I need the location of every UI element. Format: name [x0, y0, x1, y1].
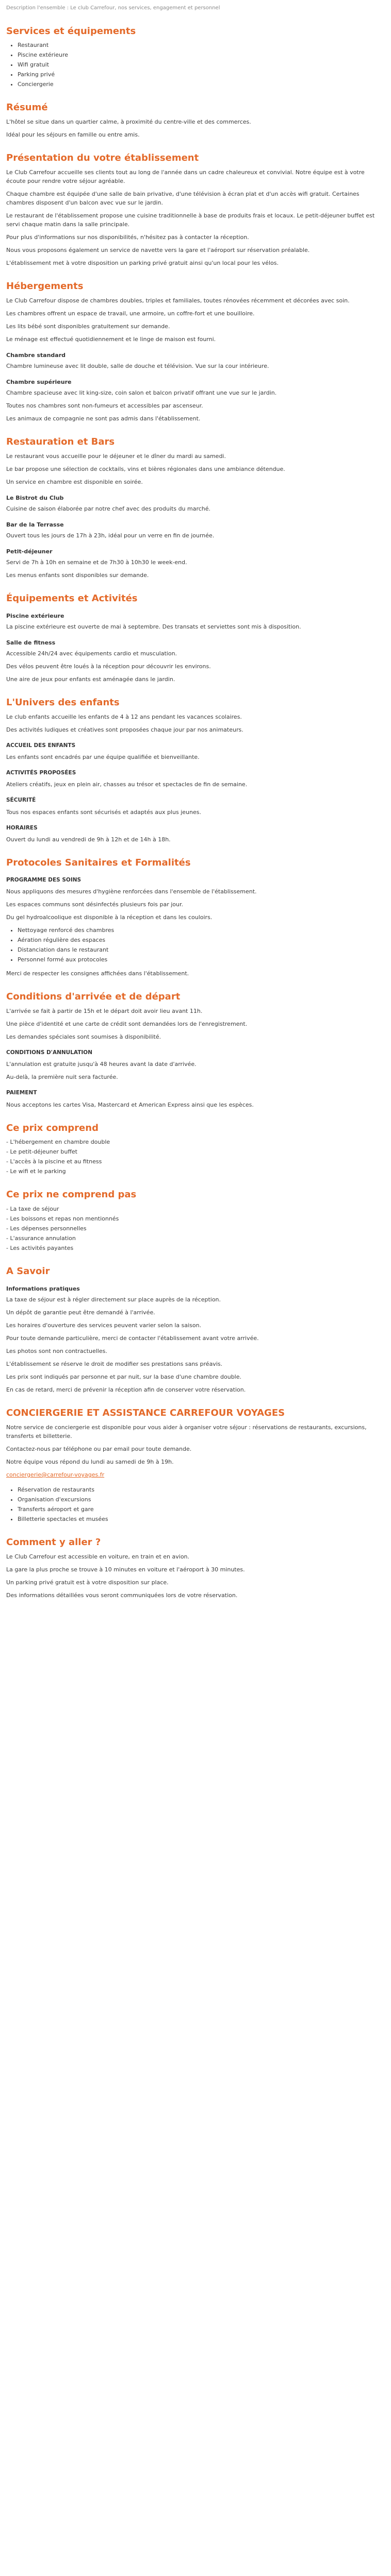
restaurant-sub-text: Servi de 7h à 10h en semaine et de 7h30 à 10h30 le week-end.: [6, 559, 187, 566]
chambre-standard-title: Chambre standard: [6, 351, 66, 359]
restaurant-sub-text: Ouvert tous les jours de 17h à 23h, idéal pour un verre en fin de journée.: [6, 532, 215, 539]
list-item: - L'hébergement en chambre double: [6, 1138, 385, 1146]
a-savoir-text: Pour toute demande particulière, merci de contacter l'établissement avant votre arrivée.: [6, 1335, 259, 1342]
list-item: - L'accès à la piscine et au fitness: [6, 1157, 385, 1166]
resume-text: L'hôtel se situe dans un quartier calme, à proximité du centre-ville et des commerces.: [6, 118, 251, 125]
enfants-text: Les enfants sont encadrés par une équipe qualifiée et bienveillante.: [6, 753, 200, 760]
comment-text: Le Club Carrefour est accessible en voiture, en train et en avion.: [6, 1553, 190, 1560]
hebergement-text: Les chambres offrent un espace de travail, une armoire, un coffre-fort et une bouilloire.: [6, 310, 255, 317]
list-item: • Réservation de restaurants: [18, 1485, 385, 1494]
protocoles-text: Les espaces communs sont désinfectés plusieurs fois par jour.: [6, 901, 184, 908]
conciergerie-list: [6, 1485, 385, 1523]
list-item: - Le wifi et le parking: [6, 1167, 385, 1176]
prix-ne-comprend-pas-title: Ce prix ne comprend pas: [6, 1189, 137, 1200]
list-item: • Organisation d'excursions: [18, 1495, 385, 1504]
comment-text: La gare la plus proche se trouve à 10 minutes en voiture et l'aéroport à 30 minutes.: [6, 1566, 245, 1573]
conditions-caps: CONDITIONS D'ANNULATION: [6, 1049, 92, 1056]
restaurant-sub-text: Cuisine de saison élaborée par notre chef avec des produits du marché.: [6, 505, 211, 512]
a-savoir-title: A Savoir: [6, 1266, 50, 1277]
conciergerie-title: CONCIERGERIE ET ASSISTANCE CARREFOUR VOYAGES: [6, 1408, 285, 1419]
hebergement-text: Les animaux de compagnie ne sont pas admis dans l'établissement.: [6, 415, 201, 422]
list-item: • Transferts aéroport et gare: [18, 1505, 385, 1514]
protocoles-text: Merci de respecter les consignes affichées dans l'établissement.: [6, 970, 189, 977]
hebergement-text: Les lits bébé sont disponibles gratuitement sur demande.: [6, 323, 170, 330]
chambre-superieure-text: Chambre spacieuse avec lit king-size, coin salon et balcon privatif offrant une vue sur le jardin.: [6, 389, 277, 396]
list-item: • Aération régulière des espaces: [18, 936, 385, 944]
equipement-sub-text: La piscine extérieure est ouverte de mai à septembre. Des transats et serviettes sont mis à disposition.: [6, 623, 301, 630]
restaurant-sub: Bar de la Terrasse: [6, 521, 64, 528]
chambre-superieure-title: Chambre supérieure: [6, 378, 72, 385]
hebergement-title: Hébergements: [6, 281, 84, 292]
enfants-text: Tous nos espaces enfants sont sécurisés et adaptés aux plus jeunes.: [6, 808, 201, 816]
conditions-text: Au-delà, la première nuit sera facturée.: [6, 1074, 118, 1081]
restaurant-sub: Petit-déjeuner: [6, 548, 53, 555]
hebergement-text: Le ménage est effectué quotidiennement et le linge de maison est fourni.: [6, 335, 216, 343]
services-list: [6, 41, 385, 89]
chambre-standard-text: Chambre lumineuse avec lit double, salle de douche et télévision. Vue sur la cour intérieure.: [6, 362, 269, 369]
resume-text: Idéal pour les séjours en famille ou entre amis.: [6, 131, 140, 138]
services-title: Services et équipements: [6, 25, 136, 37]
conditions-text: L'arrivée se fait à partir de 15h et le départ doit avoir lieu avant 11h.: [6, 1007, 203, 1014]
enfants-title: L'Univers des enfants: [6, 697, 120, 708]
equipement-sub: Salle de fitness: [6, 639, 56, 646]
restaurant-text: Le restaurant vous accueille pour le déjeuner et le dîner du mardi au samedi.: [6, 452, 226, 460]
equipement-sub: Piscine extérieure: [6, 612, 64, 619]
enfants-caps: HORAIRES: [6, 824, 38, 831]
equipements-text: Une aire de jeux pour enfants est aménagée dans le jardin.: [6, 675, 175, 683]
conditions-text: Une pièce d'identité et une carte de crédit sont demandées lors de l'enregistrement.: [6, 1020, 248, 1027]
list-item: - Les activités payantes: [6, 1244, 385, 1252]
presentation-text: L'établissement met à votre disposition un parking privé gratuit ainsi qu'un local pour les vélos.: [6, 259, 279, 266]
protocoles-caps: PROGRAMME DES SOINS: [6, 876, 82, 883]
a-savoir-text: Un dépôt de garantie peut être demandé à l'arrivée.: [6, 1309, 155, 1316]
list-item: • Personnel formé aux protocoles: [18, 955, 385, 964]
enfants-caps: ACTIVITÉS PROPOSÉES: [6, 770, 76, 776]
conditions-title: Conditions d'arrivée et de départ: [6, 991, 181, 1003]
list-item: - L'assurance annulation: [6, 1234, 385, 1243]
a-savoir-text: Les prix sont indiqués par personne et par nuit, sur la base d'une chambre double.: [6, 1374, 242, 1381]
presentation-text: Le Club Carrefour accueille ses clients tout au long de l'année dans un cadre chaleureux et convivial. Notre équipe est à votre écoute pour rendre votre séjour agréable.: [6, 168, 365, 184]
conciergerie-email-link[interactable]: conciergerie@carrefour-voyages.fr: [6, 1471, 105, 1479]
protocoles-title: Protocoles Sanitaires et Formalités: [6, 857, 191, 868]
comment-text: Des informations détaillées vous seront communiquées lors de votre réservation.: [6, 1591, 238, 1599]
restaurant-text: Un service en chambre est disponible en soirée.: [6, 478, 143, 485]
list-item: • Restaurant: [18, 41, 385, 49]
top-description: Description l'ensemble : Le club Carrefour, nos services, engagement et personnel: [6, 5, 220, 11]
conditions-caps: PAIEMENT: [6, 1090, 37, 1096]
presentation-text: Chaque chambre est équipée d'une salle de bain privative, d'une télévision à écran plat et d'un accès wifi gratuit. Certaines chambres disposent d'un balcon avec vue sur le jardin.: [6, 190, 360, 206]
list-item: • Distanciation dans le restaurant: [18, 945, 385, 954]
conditions-text: L'annulation est gratuite jusqu'à 48 heures avant la date d'arrivée.: [6, 1061, 197, 1068]
restaurant-text: Les menus enfants sont disponibles sur demande.: [6, 572, 149, 579]
hebergement-text: Toutes nos chambres sont non-fumeurs et accessibles par ascenseur.: [6, 402, 203, 409]
enfants-caps: ACCUEIL DES ENFANTS: [6, 742, 76, 749]
prix-comprend-list: [6, 1138, 385, 1176]
a-savoir-text: Les photos sont non contractuelles.: [6, 1348, 107, 1355]
enfants-text: Le club enfants accueille les enfants de 4 à 12 ans pendant les vacances scolaires.: [6, 713, 242, 720]
comment-text: Un parking privé gratuit est à votre disposition sur place.: [6, 1579, 169, 1586]
restaurant-title: Restauration et Bars: [6, 436, 115, 448]
list-item: • Parking privé: [18, 70, 385, 79]
resume-title: Résumé: [6, 102, 48, 113]
conciergerie-contact: [6, 1470, 385, 1479]
enfants-text: Ouvert du lundi au vendredi de 9h à 12h et de 14h à 18h.: [6, 836, 171, 843]
prix-comprend-title: Ce prix comprend: [6, 1122, 99, 1133]
list-item: • Billetterie spectacles et musées: [18, 1515, 385, 1523]
presentation-text: Le restaurant de l'établissement propose une cuisine traditionnelle à base de produits frais et locaux. Le petit-déjeuner buffet est servi chaque matin dans la salle principale.: [6, 212, 375, 228]
comment-y-aller-title: Comment y aller ?: [6, 1537, 101, 1548]
a-savoir-text: L'établissement se réserve le droit de modifier ses prestations sans préavis.: [6, 1361, 223, 1368]
conditions-text: Les demandes spéciales sont soumises à disponibilité.: [6, 1033, 161, 1040]
restaurant-text: Le bar propose une sélection de cocktails, vins et bières régionales dans une ambiance détendue.: [6, 465, 285, 472]
equipements-title: Équipements et Activités: [6, 593, 138, 604]
presentation-title: Présentation du votre établissement: [6, 152, 199, 164]
conciergerie-text: Notre service de conciergerie est disponible pour vous aider à organiser votre séjour : réservations de restaurants, excursions, transferts et billetterie.: [6, 1423, 367, 1439]
restaurant-sub: Le Bistrot du Club: [6, 494, 64, 501]
a-savoir-sub: Informations pratiques: [6, 1285, 80, 1292]
presentation-text: Nous vous proposons également un service de navette vers la gare et l'aéroport sur réservation préalable.: [6, 246, 310, 253]
enfants-text: Ateliers créatifs, jeux en plein air, chasses au trésor et spectacles de fin de semaine.: [6, 781, 248, 788]
conciergerie-text: Notre équipe vous répond du lundi au samedi de 9h à 19h.: [6, 1458, 174, 1465]
list-item: • Piscine extérieure: [18, 50, 385, 59]
enfants-text: Des activités ludiques et créatives sont proposées chaque jour par nos animateurs.: [6, 726, 243, 733]
conciergerie-text: Contactez-nous par téléphone ou par email pour toute demande.: [6, 1445, 192, 1452]
list-item: • Nettoyage renforcé des chambres: [18, 926, 385, 935]
conditions-text: Nous acceptons les cartes Visa, Mastercard et American Express ainsi que les espèces.: [6, 1101, 254, 1108]
list-item: • Wifi gratuit: [18, 60, 385, 69]
equipement-sub-text: Accessible 24h/24 avec équipements cardio et musculation.: [6, 650, 177, 657]
list-item: - La taxe de séjour: [6, 1205, 385, 1213]
protocoles-list: [6, 926, 385, 964]
list-item: - Le petit-déjeuner buffet: [6, 1147, 385, 1156]
protocoles-text: Du gel hydroalcoolique est disponible à la réception et dans les couloirs.: [6, 913, 213, 921]
list-item: • Conciergerie: [18, 80, 385, 89]
prix-ne-comprend-pas-list: [6, 1205, 385, 1252]
hebergement-text: Le Club Carrefour dispose de chambres doubles, triples et familiales, toutes rénovées récemment et décorées avec soin.: [6, 297, 350, 304]
equipements-text: Des vélos peuvent être loués à la réception pour découvrir les environs.: [6, 663, 211, 670]
list-item: - Les boissons et repas non mentionnés: [6, 1214, 385, 1223]
a-savoir-text: La taxe de séjour est à régler directement sur place auprès de la réception.: [6, 1296, 221, 1303]
a-savoir-text: En cas de retard, merci de prévenir la réception afin de conserver votre réservation.: [6, 1386, 246, 1394]
list-item: - Les dépenses personnelles: [6, 1224, 385, 1233]
a-savoir-text: Les horaires d'ouverture des services peuvent varier selon la saison.: [6, 1321, 202, 1329]
enfants-caps: SÉCURITÉ: [6, 797, 36, 804]
presentation-text: Pour plus d'informations sur nos disponibilités, n'hésitez pas à contacter la réception.: [6, 233, 249, 241]
protocoles-text: Nous appliquons des mesures d'hygiène renforcées dans l'ensemble de l'établissement.: [6, 888, 257, 895]
